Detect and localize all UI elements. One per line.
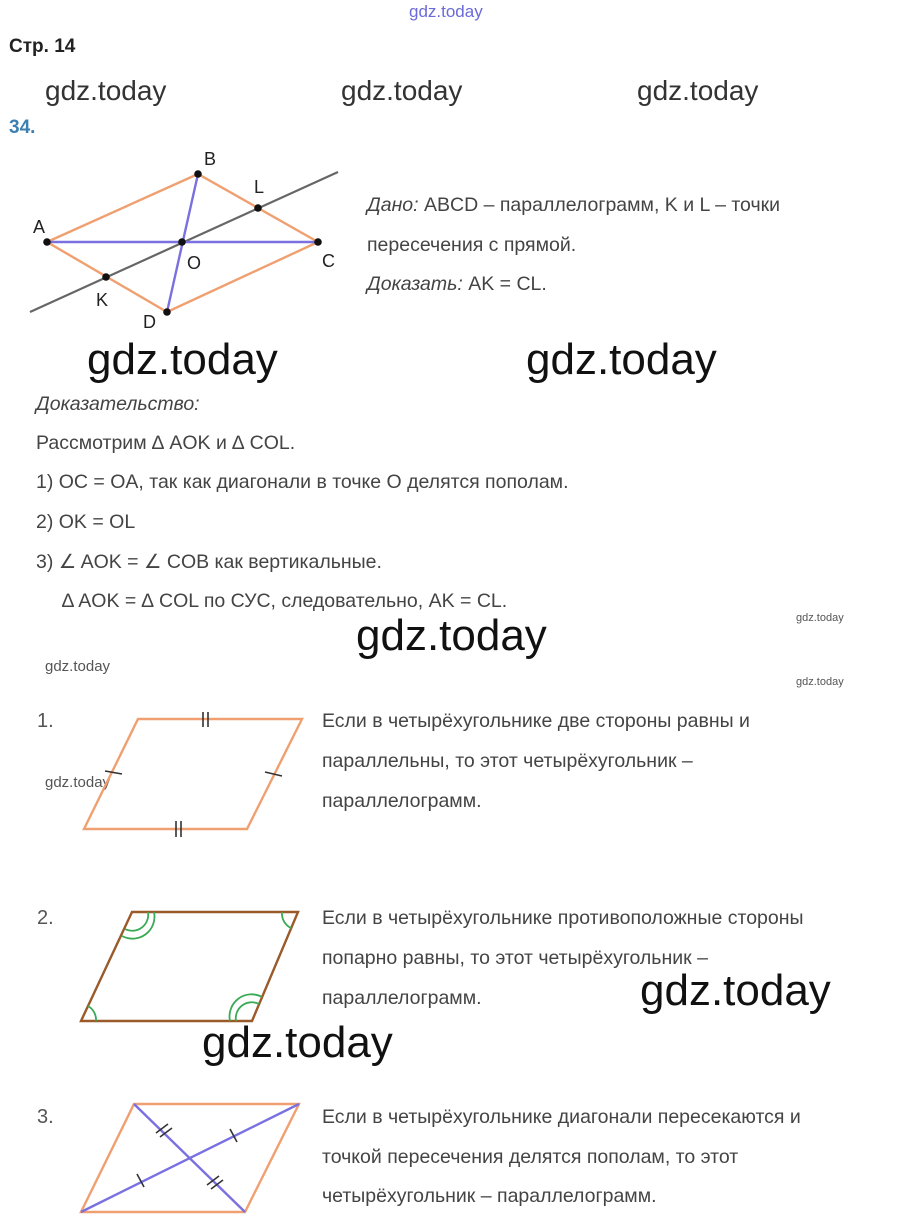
given-line-1 xyxy=(367,194,780,217)
watermark: gdz.today xyxy=(640,966,831,1015)
criterion-text: точкой пересечения делятся пополам, то этот xyxy=(322,1146,739,1168)
prove-text: AK = CL. xyxy=(462,273,547,295)
watermark: gdz.today xyxy=(45,774,111,791)
criterion-text: Если в четырёхугольнике две стороны равны и xyxy=(322,710,750,732)
task-number: 34. xyxy=(9,117,36,138)
prove-line xyxy=(367,273,547,296)
label-o: O xyxy=(187,253,202,273)
given-label: Дано: xyxy=(367,194,419,216)
watermark: gdz.today xyxy=(45,658,111,675)
label-d: D xyxy=(143,312,156,332)
criterion-number: 2. xyxy=(37,907,54,929)
watermark: gdz.today xyxy=(202,1018,393,1067)
point-l xyxy=(254,204,262,212)
label-a: A xyxy=(33,217,46,237)
criterion-text: попарно равны, то этот четырёхугольник – xyxy=(322,947,708,969)
angle-arc xyxy=(282,912,291,928)
point-k xyxy=(102,273,110,281)
label-k: K xyxy=(96,290,109,310)
parallelogram-figure xyxy=(20,140,350,340)
criterion-text: Если в четырёхугольнике противоположные стороны xyxy=(322,907,804,929)
proof-line: 2) OK = OL xyxy=(36,511,136,533)
criterion-1-figure xyxy=(78,710,308,840)
criterion-text: четырёхугольник – параллелограмм. xyxy=(322,1185,657,1207)
given-text: ABCD – параллелограмм, K и L – точки xyxy=(418,194,781,216)
watermark: gdz.today xyxy=(637,75,759,106)
angle-arc xyxy=(88,1006,96,1021)
criterion-text: параллелограмм. xyxy=(322,987,482,1009)
label-l: L xyxy=(254,177,265,197)
criterion-text: параллельны, то этот четырёхугольник – xyxy=(322,750,693,772)
watermark: gdz.today xyxy=(356,611,547,660)
point-b xyxy=(194,170,202,178)
watermark: gdz.today xyxy=(526,335,717,384)
criterion-2-figure xyxy=(76,905,306,1027)
prove-label: Доказать: xyxy=(367,273,463,295)
criterion-number: 3. xyxy=(37,1106,54,1128)
given-line-2: пересечения с прямой. xyxy=(367,234,577,256)
point-d xyxy=(163,308,171,316)
quadrilateral xyxy=(84,719,302,829)
quadrilateral xyxy=(81,912,298,1021)
diagonal xyxy=(134,1104,245,1212)
watermark-top: gdz.today xyxy=(409,2,483,21)
point-o xyxy=(178,238,186,246)
point-a xyxy=(43,238,51,246)
proof-heading: Доказательство: xyxy=(36,393,200,415)
label-c: C xyxy=(322,251,335,271)
page-title: Стр. 14 xyxy=(9,36,76,57)
criterion-3-figure xyxy=(78,1100,308,1220)
watermark: gdz.today xyxy=(45,75,167,106)
label-b: B xyxy=(204,149,217,169)
proof-conclusion: ∆ AOK = ∆ COL по СУС, следовательно, AK = CL. xyxy=(62,590,508,612)
point-c xyxy=(314,238,322,246)
proof-line: 1) OC = OA, так как диагонали в точке O делятся пополам. xyxy=(36,471,569,493)
watermark: gdz.today xyxy=(796,612,844,624)
criterion-number: 1. xyxy=(37,710,54,732)
criterion-text: параллелограмм. xyxy=(322,790,482,812)
watermark: gdz.today xyxy=(87,335,278,384)
proof-line: Рассмотрим ∆ AOK и ∆ COL. xyxy=(36,432,296,454)
watermark: gdz.today xyxy=(796,676,844,688)
proof-line: 3) ∠ AOK = ∠ COB как вертикальные. xyxy=(36,551,382,573)
criterion-text: Если в четырёхугольнике диагонали пересекаются и xyxy=(322,1106,801,1128)
watermark: gdz.today xyxy=(341,75,463,106)
